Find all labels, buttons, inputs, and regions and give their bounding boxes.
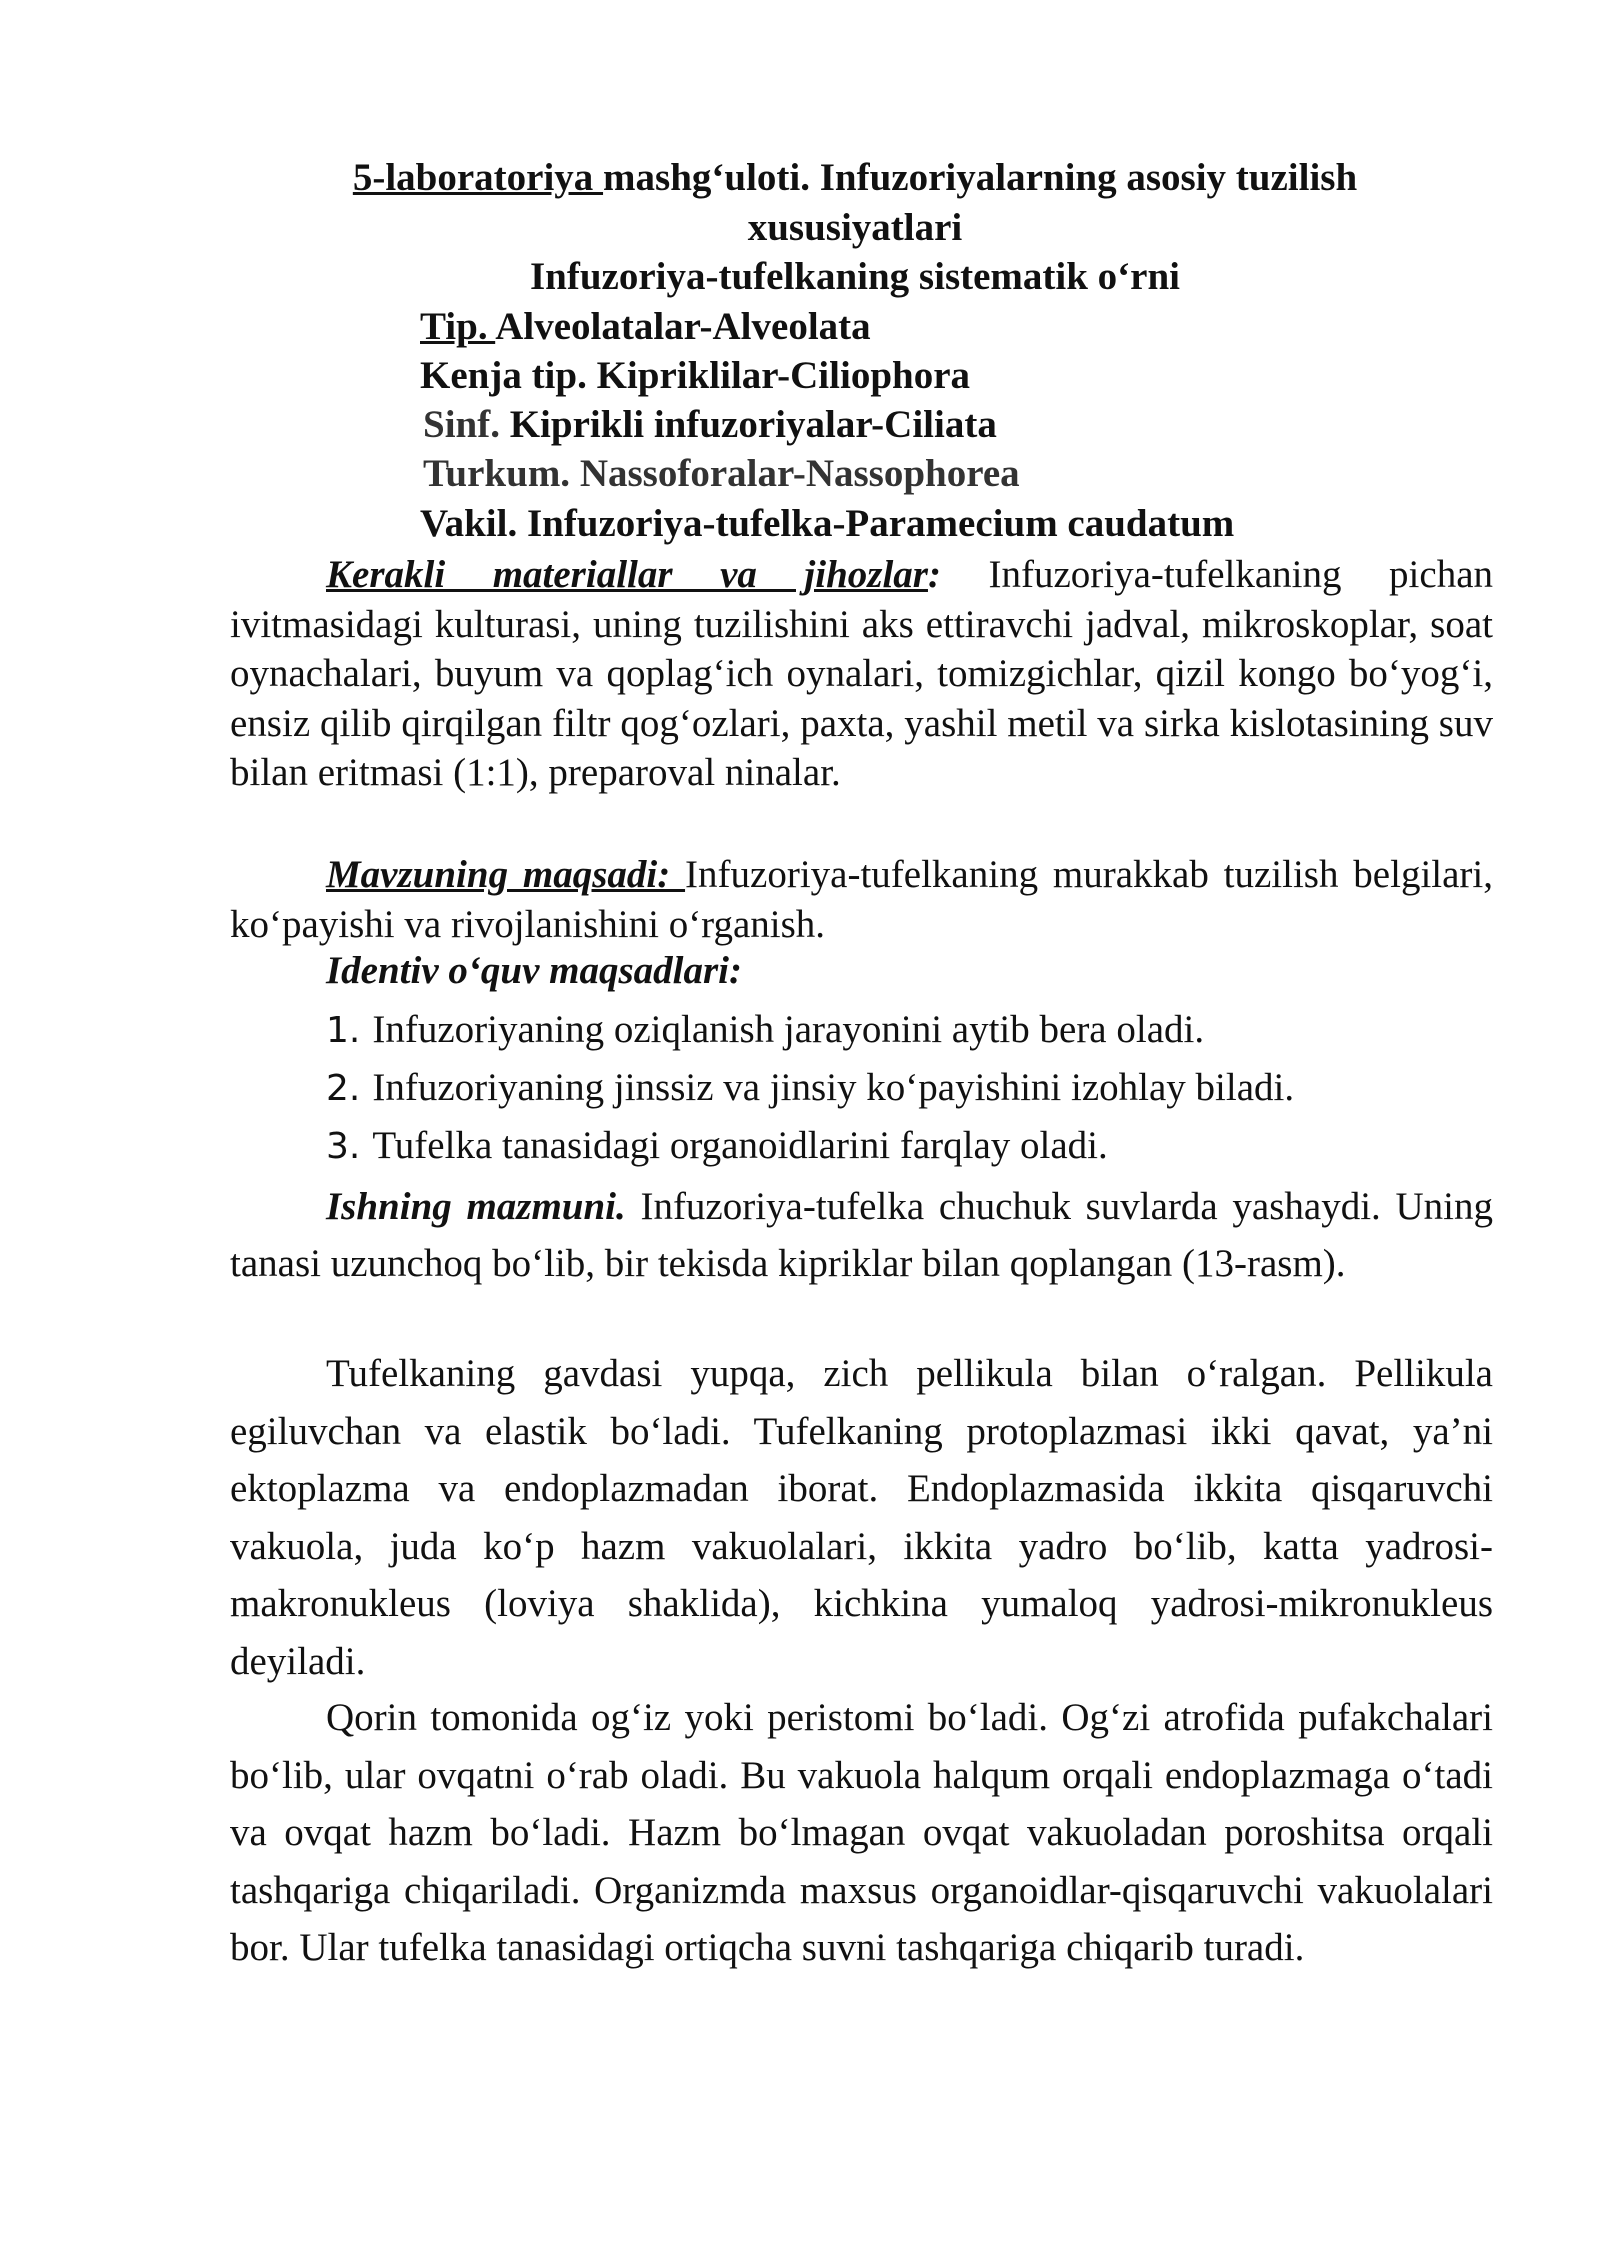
list-number: 2. xyxy=(326,1068,361,1109)
objectives-heading xyxy=(326,947,1426,995)
systematics-turkum xyxy=(423,450,1020,498)
materials-section xyxy=(230,550,1493,798)
rank-value: Kiprikli infuzoriyalar-Ciliata xyxy=(509,403,997,446)
content-section xyxy=(230,1178,1493,1292)
goal-label: Mavzuning maqsadi: xyxy=(326,853,686,896)
materials-colon: : xyxy=(927,553,941,596)
materials-label: Kerakli materiallar va jihozlar xyxy=(326,553,928,596)
content-intro-paragraph xyxy=(230,1178,1493,1292)
title-prefix: 5-laboratoriya xyxy=(352,156,604,199)
list-text: Tufelka tanasidagi organoidlarini farqlay oladi. xyxy=(372,1124,1108,1167)
paragraph-text: Qorin tomonida og‘iz yoki peristomi bo‘ladi. Og‘zi atrofida pufakchalari bo‘lib, ular ovqatni o‘rab oladi. Bu vakuola halqum orqali endoplazmaga o‘tadi va ovqat hazm bo‘ladi. Hazm bo‘lmagan ovqat vakuoladan poroshitsa orqali tashqariga chiqariladi. Organizmda maxsus organoidlar-qisqaruvchi vakuolalari bor. Ular tufelka tanasidagi ortiqcha suvni tashqariga chiqarib turadi. xyxy=(230,1696,1493,1969)
list-number: 1. xyxy=(326,1010,361,1051)
objectives-list xyxy=(326,1001,1486,1175)
rank-label: Vakil. xyxy=(420,502,527,545)
systematics-vakil xyxy=(420,500,1234,548)
rank-value: Nassoforalar-Nassophorea xyxy=(579,452,1020,495)
list-item xyxy=(326,1117,1486,1175)
paragraph-text: Tufelkaning gavdasi yupqa, zich pellikula bilan o‘ralgan. Pellikula egiluvchan va elastik bo‘ladi. Tufelkaning protoplazmasi ikki qavat, ya’ni ektoplazma va endoplazmadan iborat. Endoplazmasida ikkita qisqaruvchi vakuola, juda ko‘p hazm vakuolalari, ikkita yadro bo‘lib, katta yadrosi-makronukleus (loviya shaklida), kichkina yumaloq yadrosi-mikronukleus deyiladi. xyxy=(230,1352,1493,1683)
content-paragraph-2 xyxy=(230,1345,1493,1690)
objectives-label: Identiv o‘quv maqsadlari: xyxy=(326,949,742,992)
list-item xyxy=(326,1001,1486,1059)
content-paragraph-3 xyxy=(230,1689,1493,1977)
materials-text: Infuzoriya-tufelkaning pichan ivitmasidagi kulturasi, uning tuzilishini aks ettiravchi jadval, mikroskoplar, soat oynachalari, buyum va qoplag‘ich oynalari, tomizgichlar, qizil kongo bo‘yog‘i, ensiz qilib qirqilgan filtr qog‘ozlari, paxta, yashil metil va sirka kislotasining suv bilan eritmasi (1:1), preparoval ninalar. xyxy=(230,553,1493,794)
rank-value: Kipriklilar-Ciliophora xyxy=(596,354,971,397)
rank-label: Tip. xyxy=(420,305,496,348)
list-text: Infuzoriyaning jinssiz va jinsiy ko‘payishini izohlay biladi. xyxy=(372,1066,1295,1109)
rank-value: Alveolatalar-Alveolata xyxy=(495,305,871,348)
rank-label: Kenja tip. xyxy=(420,354,597,397)
goal-text: Infuzoriya-tufelkaning murakkab tuzilish belgilari, ko‘payishi va rivojlanishini o‘rganish. xyxy=(230,853,1493,946)
page-subtitle: Infuzoriya-tufelkaning sistematik o‘rni xyxy=(529,255,1180,298)
rank-value: Infuzoriya-tufelka-Paramecium caudatum xyxy=(526,502,1235,545)
list-text: Infuzoriyaning oziqlanish jarayonini aytib bera oladi. xyxy=(372,1008,1205,1051)
page-title-line2: xususiyatlari xyxy=(747,206,963,249)
systematics-kenja-tip xyxy=(420,352,970,400)
materials-paragraph xyxy=(230,550,1493,798)
content-label: Ishning mazmuni. xyxy=(326,1185,626,1228)
goal-paragraph xyxy=(230,850,1493,949)
page-title xyxy=(230,154,1480,202)
systematics-sinf xyxy=(423,401,997,449)
systematics-tip xyxy=(420,303,871,351)
list-number: 3. xyxy=(326,1126,361,1167)
rank-label: Turkum. xyxy=(423,452,580,495)
rank-label: Sinf. xyxy=(423,403,510,446)
title-rest: mashg‘uloti. Infuzoriyalarning asosiy tuzilish xyxy=(603,156,1358,199)
content-intro: Infuzoriya-tufelka chuchuk suvlarda yashaydi. Uning tanasi uzunchoq bo‘lib, bir tekisda kipriklar bilan qoplangan (13-rasm). xyxy=(230,1185,1493,1285)
goal-section xyxy=(230,850,1493,949)
list-item xyxy=(326,1059,1486,1117)
